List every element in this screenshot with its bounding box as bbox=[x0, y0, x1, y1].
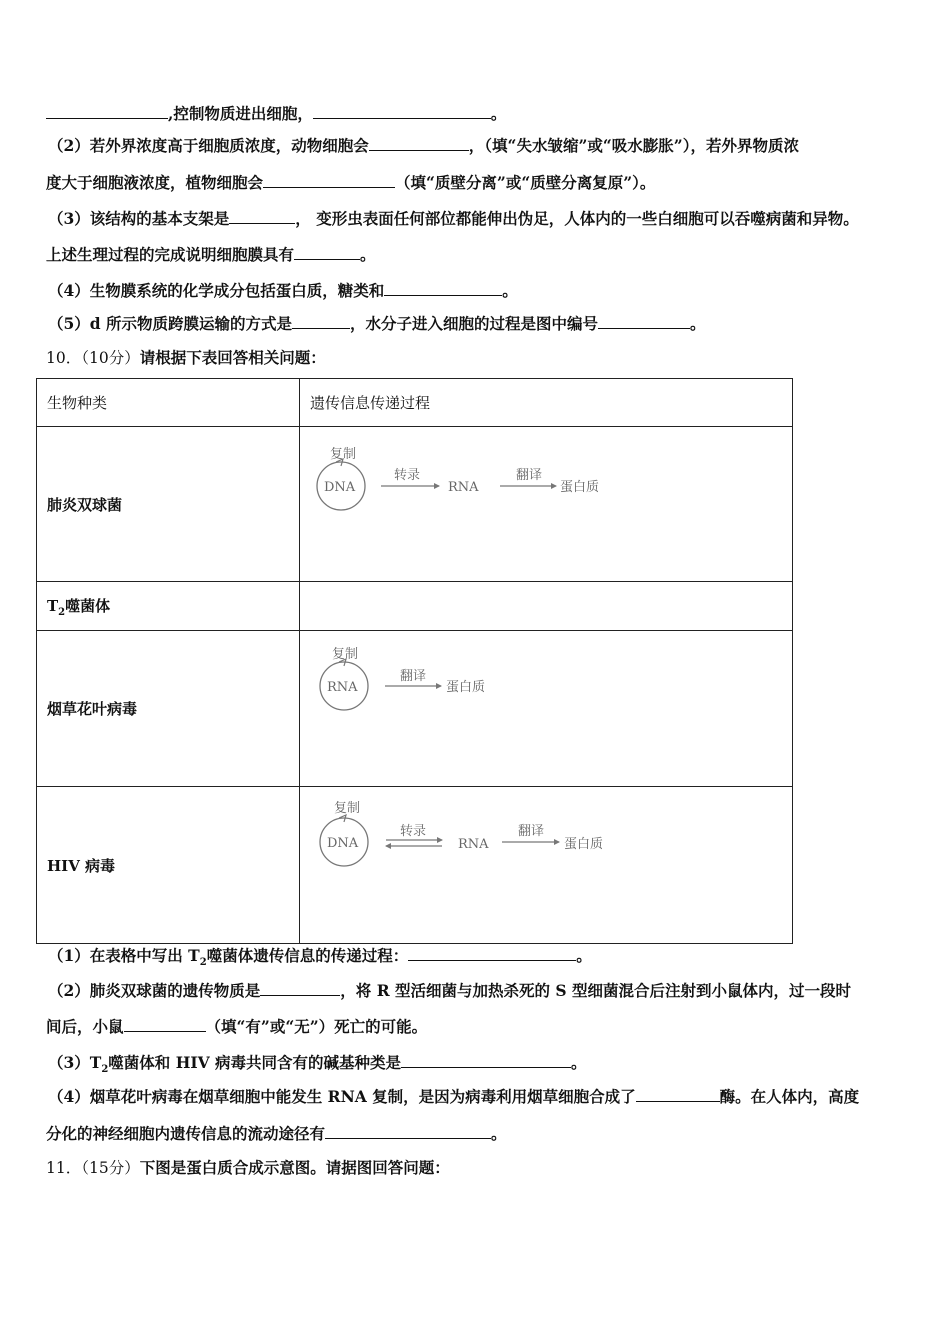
label-transcribe: 转录 bbox=[400, 824, 427, 839]
table-header-species: 生物种类 bbox=[37, 379, 300, 427]
reverse-transcription-diagram bbox=[300, 790, 620, 940]
label-protein: 蛋白质 bbox=[560, 480, 600, 495]
answer-blank[interactable] bbox=[124, 1017, 206, 1032]
label-protein: 蛋白质 bbox=[446, 679, 486, 695]
label-translate: 翻译 bbox=[518, 824, 545, 839]
answer-blank[interactable] bbox=[598, 314, 690, 329]
q10-sub-2-cont: 间后，小鼠 （填“有”或“无”）死亡的可能。 bbox=[46, 1017, 428, 1036]
table-row bbox=[37, 427, 793, 582]
q10-sub-3: $(3)T_2$噬菌体和 HIV 病毒共同含有的碱基种类是 。 bbox=[48, 1053, 587, 1076]
label-replicate: 复制 bbox=[334, 801, 361, 816]
label-transcribe: 转录 bbox=[394, 468, 421, 483]
answer-blank[interactable] bbox=[292, 314, 350, 329]
q9-line-6: （4）生物膜系统的化学成分包括蛋白质，糖类和 。 bbox=[48, 281, 518, 300]
species-hiv: HIV 病毒 bbox=[37, 787, 300, 944]
table-header-row bbox=[37, 379, 793, 427]
answer-blank[interactable] bbox=[401, 1053, 571, 1068]
label-dna: DNA bbox=[324, 480, 356, 495]
q9-line-4: （3）该结构的基本支架是 ， 变形虫表面任何部位都能伸出伪足，人体内的一些白细胞可以吞噬病菌和异物。 bbox=[48, 209, 859, 228]
rna-replication-diagram bbox=[300, 634, 620, 784]
label-rna: RNA bbox=[327, 679, 358, 695]
answer-blank[interactable] bbox=[325, 1124, 491, 1139]
arrowhead-icon bbox=[554, 839, 560, 845]
answer-blank[interactable] bbox=[384, 281, 502, 296]
arrowhead-icon bbox=[434, 483, 440, 489]
arrowhead-icon bbox=[436, 683, 442, 689]
genetic-info-table bbox=[36, 378, 793, 944]
answer-blank[interactable] bbox=[260, 981, 340, 996]
arrowhead-icon bbox=[437, 837, 443, 843]
answer-blank[interactable] bbox=[46, 104, 168, 119]
q9-line-3: 度大于细胞液浓度，植物细胞会 （填“质壁分离”或“质壁分离复原”）。 bbox=[46, 173, 656, 192]
q9-line-1: ,控制物质进出细胞， 。 bbox=[46, 104, 506, 124]
label-rna: RNA bbox=[448, 480, 479, 495]
label-dna: DNA bbox=[327, 836, 359, 851]
label-translate: 翻译 bbox=[400, 668, 427, 684]
answer-blank[interactable] bbox=[408, 946, 576, 961]
q11-header: 11．（15分）下图是蛋白质合成示意图。请据图回答问题： bbox=[46, 1158, 450, 1177]
table-row bbox=[37, 787, 793, 944]
species-t2-phage: $T_2$噬菌体 bbox=[37, 582, 300, 631]
q9-line-5: 上述生理过程的完成说明细胞膜具有 。 bbox=[46, 245, 376, 264]
answer-blank[interactable] bbox=[313, 104, 491, 119]
q9-line-2: （2）若外界浓度高于细胞质浓度，动物细胞会 ，（填“失水皱缩”或“吸水膨胀”），若外界物质浓 bbox=[48, 136, 799, 155]
q10-header: 10．（10分）请根据下表回答相关问题： bbox=[46, 348, 326, 367]
species-tmv: 烟草花叶病毒 bbox=[37, 631, 300, 787]
process-t2-phage-empty[interactable] bbox=[300, 582, 793, 631]
answer-blank[interactable] bbox=[229, 209, 295, 224]
answer-blank[interactable] bbox=[636, 1087, 720, 1102]
q9-line-7: （5）d 所示物质跨膜运输的方式是 ，水分子进入细胞的过程是图中编号 。 bbox=[48, 314, 706, 333]
process-hiv bbox=[300, 787, 793, 944]
process-tmv bbox=[300, 631, 793, 787]
arrowhead-icon bbox=[551, 483, 557, 489]
label-replicate: 复制 bbox=[330, 447, 357, 462]
species-pneumococcus: 肺炎双球菌 bbox=[37, 427, 300, 582]
answer-blank[interactable] bbox=[263, 173, 395, 188]
table-header-process: 遗传信息传递过程 bbox=[300, 379, 793, 427]
table-row bbox=[37, 631, 793, 787]
table-row bbox=[37, 582, 793, 631]
q10-sub-1: （1）在表格中写出 $T_2$噬菌体遗传信息的传递过程： 。 bbox=[48, 946, 592, 969]
q10-sub-4-cont: 分化的神经细胞内遗传信息的流动途径有 。 bbox=[46, 1124, 507, 1143]
arrowhead-icon bbox=[385, 843, 391, 849]
label-protein: 蛋白质 bbox=[564, 837, 604, 852]
label-replicate: 复制 bbox=[332, 646, 359, 662]
q10-sub-4: （4）烟草花叶病毒在烟草细胞中能发生 RNA 复制，是因为病毒利用烟草细胞合成了 酶。在人体内，高度 bbox=[48, 1087, 860, 1106]
answer-blank[interactable] bbox=[294, 245, 360, 260]
dna-central-dogma-diagram bbox=[300, 429, 620, 579]
label-translate: 翻译 bbox=[516, 468, 543, 483]
q10-sub-2: （2）肺炎双球菌的遗传物质是 ，将 R 型活细菌与加热杀死的 S 型细菌混合后注射到小鼠体内，过一段时 bbox=[48, 981, 851, 1000]
process-pneumococcus bbox=[300, 427, 793, 582]
label-rna: RNA bbox=[458, 837, 489, 852]
answer-blank[interactable] bbox=[369, 136, 469, 151]
